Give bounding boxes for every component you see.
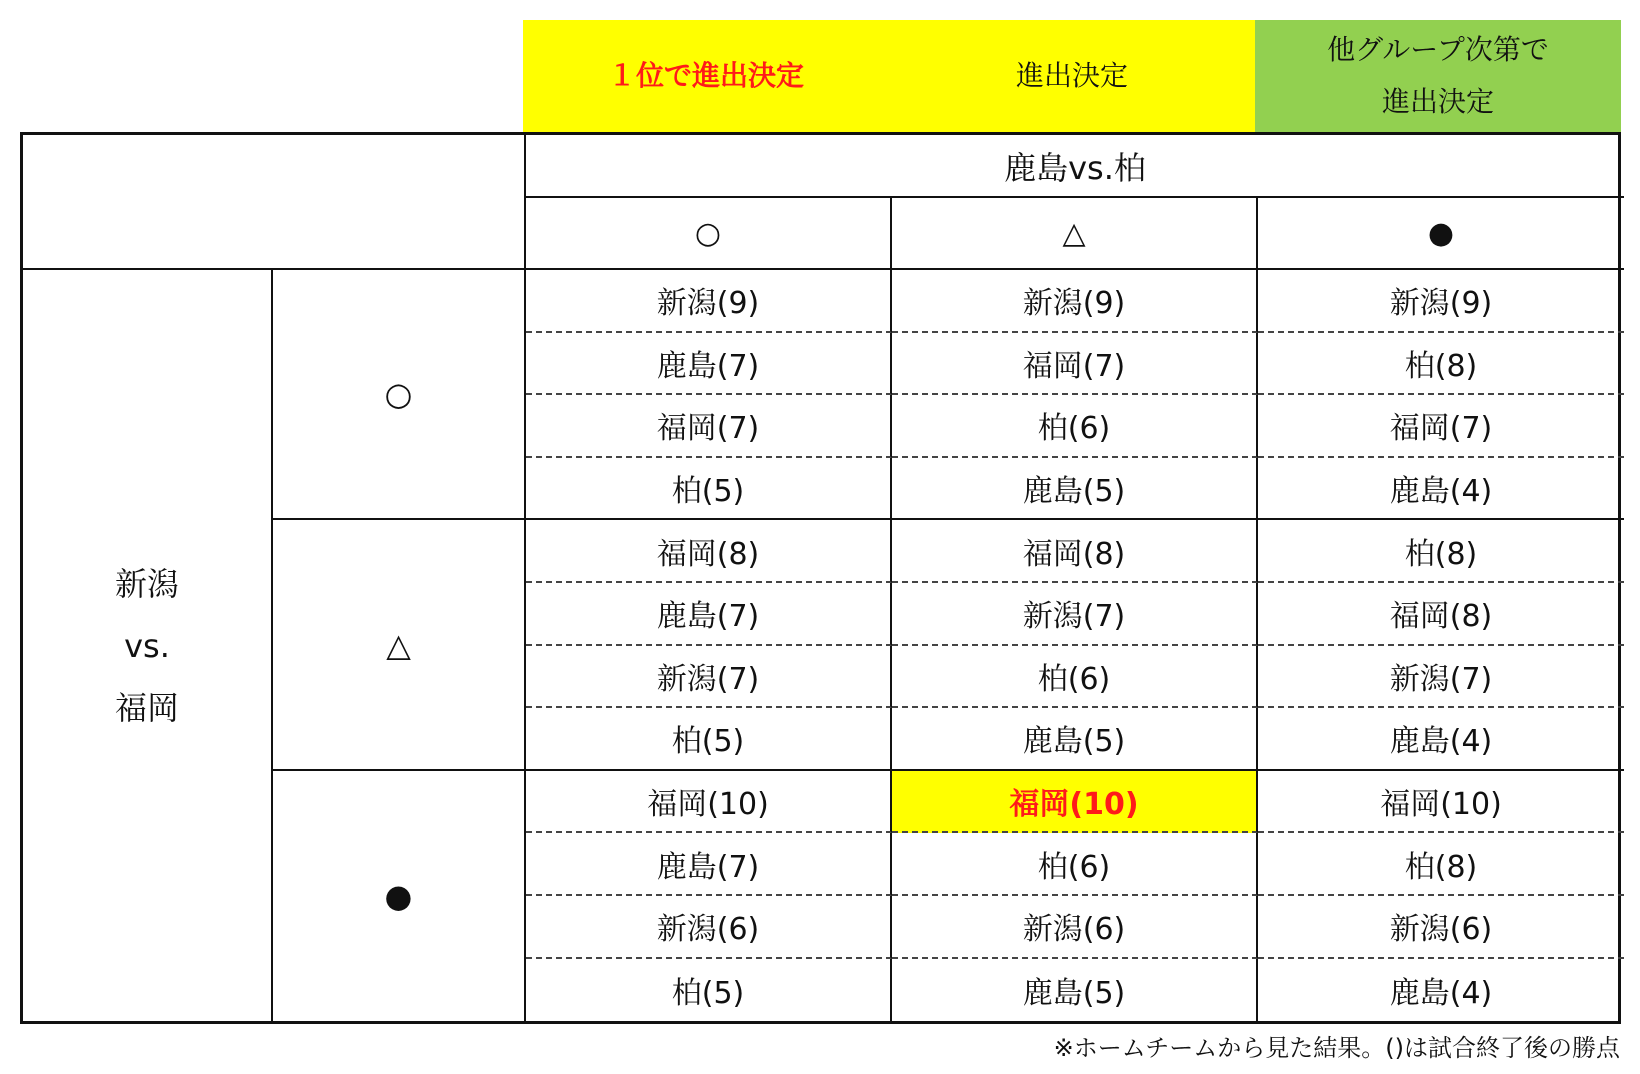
result-cell: 柏(8) bbox=[1258, 520, 1624, 583]
row-match-team1: 新潟 bbox=[114, 564, 179, 603]
result-cell: 鹿島(7) bbox=[526, 333, 892, 396]
legend-first-place bbox=[523, 20, 889, 132]
result-cell: 鹿島(7) bbox=[526, 833, 892, 896]
result-cell: 福岡(10) bbox=[1258, 771, 1624, 834]
result-cell: 福岡(7) bbox=[1258, 395, 1624, 458]
row-symbol-win: ○ bbox=[273, 270, 526, 520]
result-cell: 鹿島(4) bbox=[1389, 975, 1493, 1011]
result-cell: 柏(5) bbox=[526, 708, 892, 771]
result-cell: 新潟(9) bbox=[526, 270, 892, 333]
result-cell: 新潟(6) bbox=[892, 896, 1258, 959]
result-cell: 福岡(8) bbox=[1258, 583, 1624, 646]
column-symbol-win: ○ bbox=[526, 198, 892, 270]
result-cell: 新潟(7) bbox=[892, 583, 1258, 646]
results-table bbox=[20, 132, 1621, 1024]
result-cell: 鹿島(7) bbox=[526, 583, 892, 646]
result-cell: 柏(6) bbox=[892, 833, 1258, 896]
column-match-title: 鹿島vs.柏 bbox=[526, 135, 1624, 198]
result-cell: 福岡(7) bbox=[526, 395, 892, 458]
result-cell: 福岡(8) bbox=[892, 520, 1258, 583]
row-symbol-loss: ● bbox=[273, 771, 526, 1021]
column-symbol-draw: △ bbox=[892, 198, 1258, 270]
legend-advance-label: 進出決定 bbox=[1015, 59, 1128, 92]
result-cell: 鹿島(5) bbox=[892, 458, 1258, 521]
result-cell: 柏(8) bbox=[1258, 833, 1624, 896]
legend-depends bbox=[1255, 20, 1621, 132]
result-cell: 福岡(7) bbox=[892, 333, 1258, 396]
result-cell: 新潟(6) bbox=[526, 896, 892, 959]
legend-advance bbox=[889, 20, 1255, 132]
result-cell: 柏(5) bbox=[526, 458, 892, 521]
row-match-title bbox=[23, 270, 273, 1021]
result-cell: 新潟(9) bbox=[892, 270, 1258, 333]
legend-depends-line1: 他グループ次第で bbox=[1327, 33, 1549, 66]
result-cell: 新潟(9) bbox=[1258, 270, 1624, 333]
result-cell: 柏(5) bbox=[526, 959, 892, 1022]
row-symbol-draw: △ bbox=[273, 520, 526, 770]
result-cell: 柏(6) bbox=[892, 646, 1258, 709]
table-corner bbox=[23, 135, 526, 270]
legend bbox=[523, 20, 1621, 132]
result-cell: 鹿島(5) bbox=[892, 959, 1258, 1022]
result-cell: 福岡(10) bbox=[526, 771, 892, 834]
footnote: ※ホームチームから見た結果。()は試合終了後の勝点 bbox=[1053, 1034, 1620, 1062]
result-cell: 柏(8) bbox=[1258, 333, 1624, 396]
result-cell: 鹿島(5) bbox=[892, 708, 1258, 771]
result-cell-highlighted: 福岡(10) bbox=[892, 771, 1258, 834]
column-symbol-loss: ● bbox=[1258, 198, 1624, 270]
result-cell: 柏(6) bbox=[892, 395, 1258, 458]
row-match-team2: 福岡 bbox=[114, 688, 179, 727]
result-cell: 新潟(7) bbox=[526, 646, 892, 709]
legend-first-place-label: １位で進出決定 bbox=[607, 59, 804, 92]
result-cell: 鹿島(4) bbox=[1258, 708, 1624, 771]
result-cell: 福岡(8) bbox=[526, 520, 892, 583]
result-cell: 鹿島(4) bbox=[1258, 458, 1624, 521]
result-cell: 新潟(7) bbox=[1258, 646, 1624, 709]
legend-depends-line2: 進出決定 bbox=[1381, 85, 1494, 118]
result-cell: 新潟(6) bbox=[1258, 896, 1624, 959]
row-match-vs: vs. bbox=[124, 626, 170, 665]
